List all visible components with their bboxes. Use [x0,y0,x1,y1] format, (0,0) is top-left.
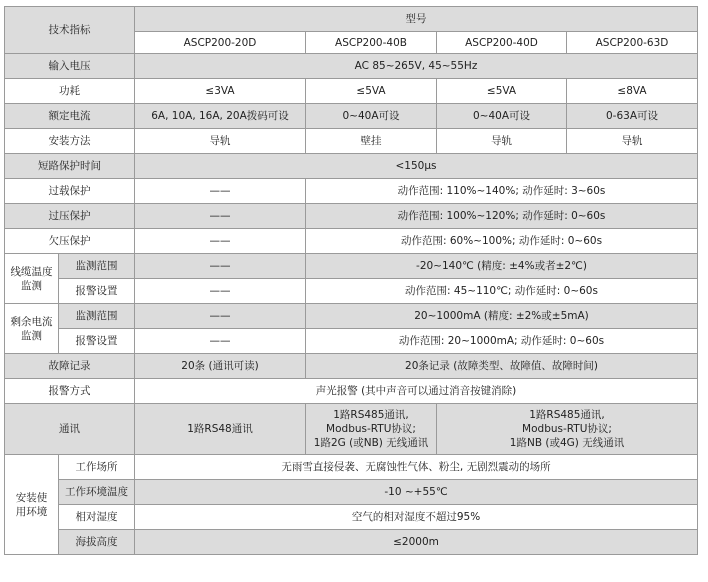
alarm-mode-row [5,379,698,404]
header-row [5,7,698,32]
row-label: 故障记录 [5,354,135,379]
spec-label-header: 技术指标 [5,7,135,54]
row-label: 欠压保护 [5,229,135,254]
row-label: 报警设置 [59,279,135,304]
row-value: 动作范围: 100%~120%; 动作延时: 0~60s [306,204,698,229]
row-label: 短路保护时间 [5,154,135,179]
row-value: 动作范围: 45~110℃; 动作延时: 0~60s [306,279,698,304]
row-value: -20~140℃ (精度: ±4%或者±2℃) [306,254,698,279]
overload-row [5,179,698,204]
comm-line: 1路2G (或NB) 无线通讯 [313,437,429,449]
row-value [306,404,437,455]
model-label-header: 型号 [135,7,698,32]
row-label: 安装方法 [5,129,135,154]
row-label: 过载保护 [5,179,135,204]
group-label-line: 监测 [21,329,42,342]
row-value: —— [135,229,306,254]
row-value: 0~40A可设 [306,104,437,129]
row-value: —— [135,304,306,329]
row-value: 空气的相对湿度不超过95% [135,505,698,530]
row-value: —— [135,329,306,354]
altitude-row [5,530,698,555]
row-label: 工作场所 [59,455,135,480]
row-value: —— [135,179,306,204]
row-value: —— [135,254,306,279]
row-value: 导轨 [567,129,698,154]
install-method-row [5,129,698,154]
model-name: ASCP200-63D [567,32,698,54]
residual-range-row [5,304,698,329]
row-value: —— [135,204,306,229]
row-value: ≤5VA [306,79,437,104]
group-label-line: 监测 [21,279,42,292]
row-label: 过压保护 [5,204,135,229]
comm-line: 1路RS485通讯, [529,409,605,421]
row-value: -10 ~+55℃ [135,480,698,505]
spec-table [4,6,698,555]
overvoltage-row [5,204,698,229]
row-value: 壁挂 [306,129,437,154]
group-label [5,455,59,555]
row-label: 功耗 [5,79,135,104]
undervoltage-row [5,229,698,254]
cable-temp-alarm-row [5,279,698,304]
row-value: 0~40A可设 [437,104,567,129]
group-label [5,304,59,354]
row-value: AC 85~265V, 45~55Hz [135,54,698,79]
row-label: 输入电压 [5,54,135,79]
row-value: 1路RS48通讯 [135,404,306,455]
row-label: 相对湿度 [59,505,135,530]
power-row [5,79,698,104]
rated-current-row [5,104,698,129]
row-label: 通讯 [5,404,135,455]
group-label-line: 剩余电流 [10,315,53,328]
temperature-row [5,480,698,505]
comm-line: Modbus-RTU协议; [326,423,416,435]
group-label-line: 安装使 [15,491,48,504]
row-value: 导轨 [437,129,567,154]
row-value: ≤2000m [135,530,698,555]
workplace-row [5,455,698,480]
cable-temp-range-row [5,254,698,279]
row-value: 20条记录 (故障类型、故障值、故障时间) [306,354,698,379]
model-name: ASCP200-20D [135,32,306,54]
comm-line: Modbus-RTU协议; [522,423,612,435]
model-name: ASCP200-40B [306,32,437,54]
input-voltage-row [5,54,698,79]
row-label: 报警设置 [59,329,135,354]
row-label: 监测范围 [59,254,135,279]
row-value: 动作范围: 110%~140%; 动作延时: 3~60s [306,179,698,204]
fault-record-row [5,354,698,379]
row-value: 动作范围: 20~1000mA; 动作延时: 0~60s [306,329,698,354]
row-value: 无雨雪直接侵袭、无腐蚀性气体、粉尘, 无剧烈震动的场所 [135,455,698,480]
row-value: —— [135,279,306,304]
row-value: 6A, 10A, 16A, 20A拨码可设 [135,104,306,129]
row-value: <150μs [135,154,698,179]
row-value: ≤3VA [135,79,306,104]
row-value: 20~1000mA (精度: ±2%或±5mA) [306,304,698,329]
comm-line: 1路RS485通讯, [333,409,409,421]
communication-row [5,404,698,455]
group-label [5,254,59,304]
row-value: 0-63A可设 [567,104,698,129]
short-circuit-row [5,154,698,179]
group-label-line: 线缆温度 [10,265,53,278]
group-label-line: 用环境 [15,505,48,518]
row-value: ≤8VA [567,79,698,104]
row-value: 动作范围: 60%~100%; 动作延时: 0~60s [306,229,698,254]
row-label: 报警方式 [5,379,135,404]
row-value: ≤5VA [437,79,567,104]
row-label: 工作环境温度 [59,480,135,505]
row-label: 海拔高度 [59,530,135,555]
row-label: 监测范围 [59,304,135,329]
row-value [437,404,698,455]
row-value: 声光报警 (其中声音可以通过消音按键消除) [135,379,698,404]
row-label: 额定电流 [5,104,135,129]
humidity-row [5,505,698,530]
row-value: 导轨 [135,129,306,154]
model-name: ASCP200-40D [437,32,567,54]
row-value: 20条 (通讯可读) [135,354,306,379]
comm-line: 1路NB (或4G) 无线通讯 [509,437,625,449]
residual-alarm-row [5,329,698,354]
